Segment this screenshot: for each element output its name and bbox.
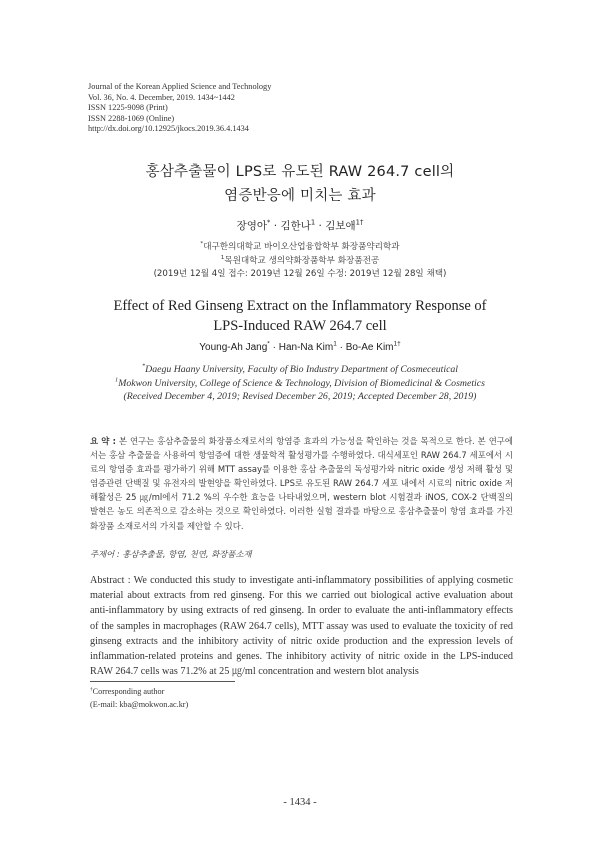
author-en-1: Young-Ah Jang — [199, 342, 268, 353]
affiliation-en-1-mark: * — [141, 362, 146, 370]
author-separator: · — [270, 220, 281, 232]
korean-title — [0, 160, 600, 208]
journal-issn-online: ISSN 2288-1069 (Online) — [88, 113, 175, 123]
footnote — [90, 686, 188, 711]
journal-name: Journal of the Korean Applied Science and Technology — [88, 82, 272, 91]
english-title-line2: LPS-Induced RAW 264.7 cell — [213, 318, 387, 334]
english-abstract-label: Abstract : — [90, 575, 131, 586]
author-en-2: Han-Na Kim — [278, 342, 334, 353]
affiliation-ko-1 — [0, 241, 600, 255]
affiliation-en-1-text: Daegu Haany University, Faculty of Bio Industry Department of Cosmeceutical — [145, 364, 459, 375]
english-abstract — [90, 573, 513, 679]
author-en-2-mark: 1 — [333, 340, 337, 348]
corresponding-author-mark: † — [90, 686, 93, 693]
author-ko-1-mark: * — [267, 218, 271, 227]
footnote-divider — [90, 681, 235, 682]
journal-doi: http://dx.doi.org/10.12925/jkocs.2019.36.4.1434 — [88, 124, 249, 134]
affiliation-en-2-text: Mokwon University, College of Science & Technology, Division of Biomedicinal & Cosmetics — [118, 377, 485, 389]
korean-affiliations — [0, 241, 600, 282]
korean-abstract-label: 요 약 : — [90, 436, 116, 446]
author-ko-3-mark: 1† — [355, 218, 364, 227]
author-separator: · — [336, 342, 346, 353]
dates-ko: (2019년 12월 4일 접수: 2019년 12월 26일 수정: 2019년 12월 28일 채택) — [153, 269, 447, 279]
korean-keywords: 주제어 : 홍삼추출물, 항염, 천연, 화장품소재 — [90, 549, 252, 559]
journal-issn-print: ISSN 1225-9098 (Print) — [88, 103, 168, 113]
korean-title-line2: 염증반응에 미치는 효과 — [224, 188, 376, 204]
author-ko-2: 김한나 — [280, 220, 311, 232]
corresponding-email: (E-mail: kba@mokwon.ac.kr) — [90, 699, 189, 709]
korean-abstract — [90, 434, 513, 533]
author-ko-2-mark: 1 — [310, 218, 316, 227]
dates-en: (Received December 4, 2019; Revised December 26, 2019; Accepted December 28, 2019) — [123, 391, 477, 402]
english-affiliations — [0, 363, 600, 404]
english-authors — [0, 342, 600, 353]
korean-abstract-text: 본 연구는 홍삼추출물의 화장품소재로서의 항염증 효과의 가능성을 확인하는 것을 목적으로 한다. 본 연구에서는 홍삼 추출물을 사용하여 항염증에 대한 생물학적 활성평가를 수행하였다. 대식세포인 RAW 264.7 세포에서 시료의 항염증 효과를 평가하기 위해 MTT assay를 이용한 홍삼 추출물의 독성평가와 nitric oxide 생성 저해 활성 및 염증관련 단백질 및 유전자의 발현양을 확인하였다. LPS로 유도된 RAW 264.7 세포 내에서 시료의 nitric oxide 저해활성은 25 ㎍/ml에서 71.2 %의 우수한 효능을 나타내었으며, western blot 시험결과 iNOS, COX-2 단백질의 발현은 농도 의존적으로 감소하는 것으로 확인하였다. 이러한 실험 결과를 바탕으로 홍삼추출물이 항염 효과를 가진 화장품 소재로서의 가치를 제안할 수 있다. — [90, 436, 513, 531]
author-ko-3: 김보애 — [325, 220, 356, 232]
korean-authors — [0, 218, 600, 233]
author-separator: · — [315, 220, 326, 232]
author-separator: · — [269, 342, 279, 353]
journal-info — [88, 82, 271, 135]
affiliation-ko-2-text: 목원대학교 생의약화장품학부 화장품전공 — [224, 255, 380, 266]
page-number: - 1434 - — [283, 797, 317, 808]
affiliation-ko-2 — [0, 255, 600, 269]
journal-volume: Vol. 36, No. 4. December, 2019. 1434~1442 — [88, 92, 235, 102]
korean-title-line1: 홍삼추출물이 LPS로 유도된 RAW 264.7 cell의 — [145, 164, 455, 180]
affiliation-ko-2-mark: 1 — [220, 254, 225, 261]
affiliation-ko-1-text: 대구한의대학교 바이오산업융합학부 화장품약리학과 — [203, 242, 400, 252]
corresponding-author — [90, 686, 188, 699]
author-en-3: Bo-Ae Kim — [345, 342, 394, 353]
affiliation-en-1 — [0, 363, 600, 377]
english-title-line1: Effect of Red Ginseng Extract on the Inflammatory Response of — [113, 298, 487, 314]
corresponding-author-text: Corresponding author — [92, 687, 165, 696]
english-abstract-text: We conducted this study to investigate anti-inflammatory possibilities of applying cosmetic material about extracts from red ginseng. For this we carried out biological active evaluation about anti-inflammatory by using extracts of red ginseng. In order to evaluate the anti-inflammatory effects of the samples in macrophages (RAW 264.7 cells), MTT assay was used to evaluate the toxicity of red ginseng extracts and the inhibitory activity of nitric oxide production and the expression levels of inflammation-related proteins and genes. The inhibitory activity of nitric oxide in the LPS-induced RAW 264.7 cells was 71.2% at 25 ㎍/ml concentration and western blot analysis — [90, 575, 514, 678]
author-en-1-mark: * — [267, 340, 270, 348]
english-title — [0, 296, 600, 336]
author-ko-1: 장영아 — [236, 220, 268, 232]
affiliation-en-2-mark: 1 — [115, 376, 119, 384]
affiliation-en-2 — [0, 377, 600, 391]
affiliation-ko-1-mark: * — [200, 241, 204, 248]
author-en-3-mark: 1† — [393, 340, 401, 348]
